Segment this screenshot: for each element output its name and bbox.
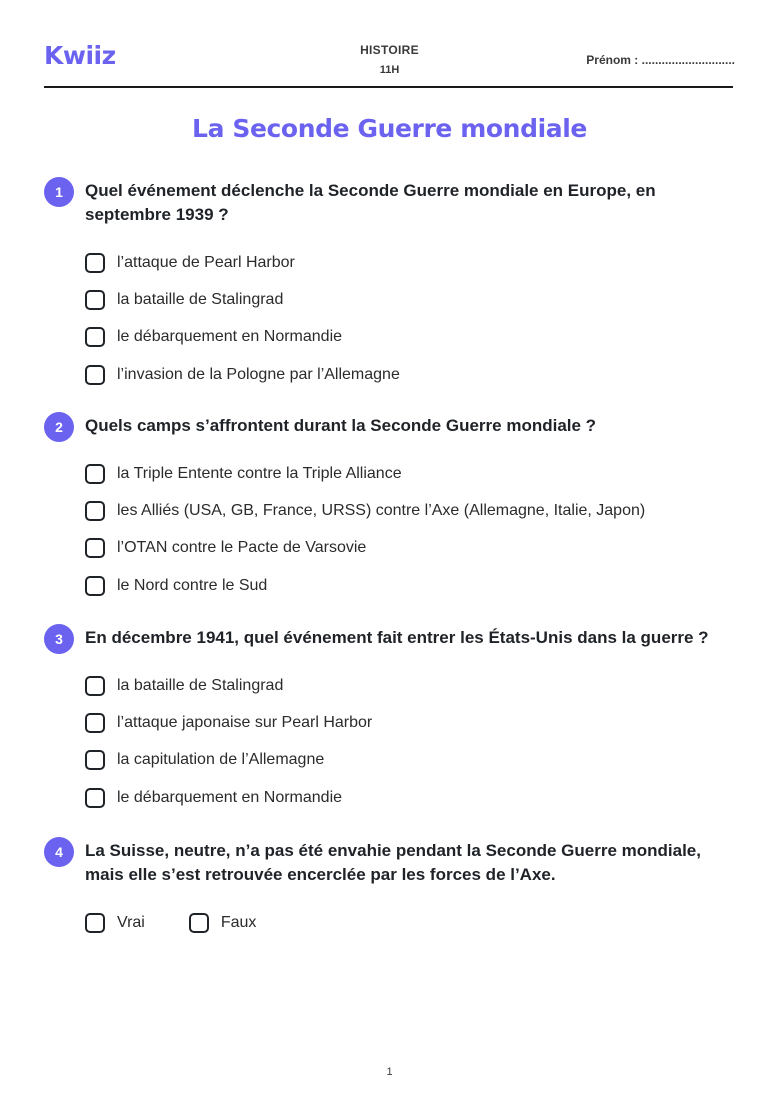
checkbox[interactable] [85, 676, 105, 696]
answer-options [85, 667, 719, 816]
answer-option[interactable] [85, 244, 719, 281]
answer-option[interactable] [85, 530, 719, 567]
option-label: le Nord contre le Sud [117, 576, 268, 594]
option-label: la Triple Entente contre la Triple Alliance [117, 464, 402, 482]
answer-option[interactable] [85, 492, 719, 529]
option-label: la bataille de Stalingrad [117, 676, 284, 694]
subject-name: HISTOIRE [360, 43, 419, 57]
question-text: Quels camps s’affrontent durant la Seconde Guerre mondiale ? [85, 416, 597, 435]
checkbox[interactable] [85, 750, 105, 770]
question-text: La Suisse, neutre, n’a pas été envahie pendant la Seconde Guerre mondiale, mais elle s’est retrouvée encerclée par les forces de l’Axe. [85, 841, 701, 884]
question-number-badge: 2 [44, 412, 74, 442]
option-label: l’OTAN contre le Pacte de Varsovie [117, 539, 367, 557]
option-label: l’invasion de la Pologne par l’Allemagne [117, 365, 400, 383]
checkbox[interactable] [85, 538, 105, 558]
checkbox[interactable] [189, 913, 209, 933]
answer-option[interactable] [85, 667, 719, 704]
answer-option[interactable] [85, 742, 719, 779]
option-label: la capitulation de l’Allemagne [117, 751, 325, 769]
answer-option[interactable] [85, 567, 719, 604]
checkbox[interactable] [85, 290, 105, 310]
option-label: les Alliés (USA, GB, France, URSS) contre l’Axe (Allemagne, Italie, Japon) [117, 501, 646, 519]
answer-option[interactable] [85, 455, 719, 492]
answer-options [85, 244, 719, 393]
logo-text: Kwiiz [44, 41, 116, 70]
checkbox[interactable] [85, 464, 105, 484]
option-label: la bataille de Stalingrad [117, 290, 284, 308]
question-number-badge: 4 [44, 837, 74, 867]
answer-option-false[interactable] [189, 904, 257, 941]
option-label: l’attaque japonaise sur Pearl Harbor [117, 713, 373, 731]
option-label: Faux [220, 913, 257, 931]
question-number-badge: 3 [44, 624, 74, 654]
checkbox[interactable] [85, 327, 105, 347]
page-title: La Seconde Guerre mondiale [192, 114, 587, 143]
answer-options [85, 904, 719, 941]
answer-option[interactable] [85, 319, 719, 356]
header-divider [44, 86, 733, 88]
question-1 [44, 177, 719, 393]
answer-option-true[interactable] [85, 904, 145, 941]
option-label: l’attaque de Pearl Harbor [117, 253, 295, 271]
answer-options [85, 455, 719, 604]
option-label: le débarquement en Normandie [117, 328, 343, 346]
answer-option[interactable] [85, 704, 719, 741]
answer-option[interactable] [85, 356, 719, 393]
answer-option[interactable] [85, 779, 719, 816]
question-3 [44, 624, 719, 816]
question-number-badge: 1 [44, 177, 74, 207]
checkbox[interactable] [85, 788, 105, 808]
answer-option[interactable] [85, 281, 719, 318]
checkbox[interactable] [85, 576, 105, 596]
grade-level: 11H [379, 64, 400, 76]
checkbox[interactable] [85, 501, 105, 521]
page-number: 1 [386, 1066, 393, 1078]
option-label: le débarquement en Normandie [117, 788, 343, 806]
question-4 [44, 837, 719, 941]
option-label: Vrai [117, 913, 145, 931]
checkbox[interactable] [85, 365, 105, 385]
checkbox[interactable] [85, 713, 105, 733]
question-text: En décembre 1941, quel événement fait entrer les États-Unis dans la guerre ? [85, 628, 709, 647]
question-text: Quel événement déclenche la Seconde Guerre mondiale en Europe, en septembre 1939 ? [85, 181, 656, 224]
firstname-field: Prénom : ............................ [586, 53, 735, 67]
checkbox[interactable] [85, 913, 105, 933]
checkbox[interactable] [85, 253, 105, 273]
question-2 [44, 412, 719, 604]
